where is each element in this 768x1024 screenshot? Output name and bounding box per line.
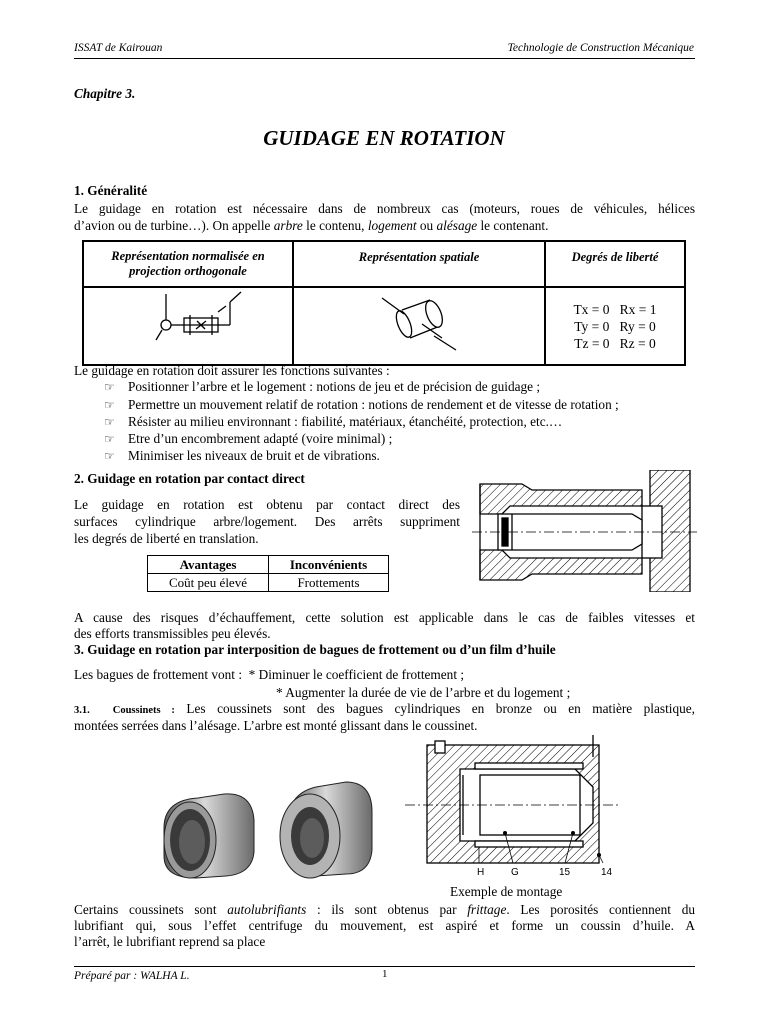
spatial-symbol-cell <box>293 287 545 365</box>
list-item: ☞ Minimiser les niveaux de bruit et de vibrations. <box>104 448 380 463</box>
label-h: H <box>477 867 485 878</box>
dof-cell <box>545 287 685 365</box>
coussinets-line2: montées serrées dans l’alésage. L’arbre est monté glissant dans le coussinet. <box>74 718 478 733</box>
section3-heading: 3. Guidage en rotation par interposition de bagues de frottement ou d’un film d’huile <box>74 642 556 657</box>
page-title: GUIDAGE EN ROTATION <box>263 126 505 150</box>
page-number: 1 <box>382 968 388 980</box>
autolub-line2: lubrifiant qui, sous l’effet centrifuge du mouvement, est aspiré et forme un coussin d’huile. A <box>74 918 695 933</box>
section1-line1: Le guidage en rotation est nécessaire dans de nombreux cas (moteurs, roues de véhicules, hélices <box>74 201 695 216</box>
pointing-hand-icon: ☞ <box>104 432 115 446</box>
mounting-example-drawing <box>405 735 620 880</box>
guidage-table <box>82 240 686 366</box>
footer-rule <box>74 966 695 967</box>
table-header-spatial: Représentation spatiale <box>293 241 545 287</box>
pivot-spatial-symbol <box>294 288 544 360</box>
section2-line3: les degrés de liberté en translation. <box>74 531 259 546</box>
pointing-hand-icon: ☞ <box>104 449 115 463</box>
bagues-line-2: * Augmenter la durée de vie de l’arbre et du logement ; <box>276 685 571 700</box>
header-right: Technologie de Construction Mécanique <box>507 42 694 54</box>
list-item: ☞ Etre d’un encombrement adapté (voire minimal) ; <box>104 431 393 446</box>
drawback-cell: Frottements <box>269 574 389 592</box>
list-item: ☞ Permettre un mouvement relatif de rotation : notions de rendement et de vitesse de rotation ; <box>104 397 619 412</box>
advantage-cell: Coût peu élevé <box>148 574 269 592</box>
drawbacks-header: Inconvénients <box>269 556 389 574</box>
flanged-bushing-image <box>280 782 372 878</box>
advantages-header: Avantages <box>148 556 269 574</box>
header-left: ISSAT de Kairouan <box>74 42 163 54</box>
section2-line2: surfaces cylindrique arbre/logement. Des arrêts suppriment <box>74 514 460 529</box>
chapter-label: Chapitre 3. <box>74 86 136 101</box>
direct-contact-drawing <box>472 470 697 592</box>
autolub-line3: l’arrêt, le lubrifiant reprend sa place <box>74 934 266 949</box>
functions-intro: Le guidage en rotation doit assurer les fonctions suivantes : <box>74 363 390 378</box>
pointing-hand-icon: ☞ <box>104 398 115 412</box>
dof-line-3: Tz = 0 Rz = 0 <box>574 335 656 351</box>
dof-line-1: Tx = 0 Rx = 1 <box>573 301 657 317</box>
label-g: G <box>511 867 519 878</box>
plain-bushing-image <box>164 794 254 878</box>
pivot-projection-symbol <box>84 288 292 360</box>
advantages-table <box>147 555 389 592</box>
section2-after-line1: A cause des risques d’échauffement, cette solution est applicable dans le cas de faibles vitesses et <box>74 610 695 625</box>
autolub-line1: Certains coussinets sont autolubrifiants : ils sont obtenus par frittage. Les porosités contiennent du <box>74 902 695 917</box>
section1-heading: 1. Généralité <box>74 183 148 198</box>
label-15: 15 <box>559 867 571 878</box>
section2-after-line2: des efforts transmissibles peu élevés. <box>74 626 271 641</box>
dof-line-2: Ty = 0 Ry = 0 <box>574 318 656 334</box>
pointing-hand-icon: ☞ <box>104 415 115 429</box>
pointing-hand-icon: ☞ <box>104 380 115 394</box>
footer-author: Préparé par : WALHA L. <box>74 970 190 982</box>
table-header-projection: Représentation normalisée en projection orthogonale <box>83 241 293 287</box>
projection-symbol-cell <box>83 287 293 365</box>
section2-heading: 2. Guidage en rotation par contact direct <box>74 471 305 486</box>
bushings-illustration <box>150 770 380 882</box>
section1-line2: d’avion ou de turbine…). On appelle arbre le contenu, logement ou alésage le contenant. <box>74 218 549 233</box>
list-item: ☞ Positionner l’arbre et le logement : notions de jeu et de précision de guidage ; <box>104 379 541 394</box>
header-rule <box>74 58 695 59</box>
bagues-line-1: Les bagues de frottement vont : * Diminuer le coefficient de frottement ; <box>74 667 465 682</box>
label-14: 14 <box>601 867 613 878</box>
section2-line1: Le guidage en rotation est obtenu par contact direct des <box>74 497 460 512</box>
table-header-dof: Degrés de liberté <box>545 241 685 287</box>
coussinets-line1: 3.1. Coussinets : Les coussinets sont des bagues cylindriques en bronze ou en matière plastique, <box>74 701 695 716</box>
figure-caption: Exemple de montage <box>450 884 563 899</box>
list-item: ☞ Résister au milieu environnant : fiabilité, matériaux, étanchéité, protection, etc.… <box>104 414 563 429</box>
